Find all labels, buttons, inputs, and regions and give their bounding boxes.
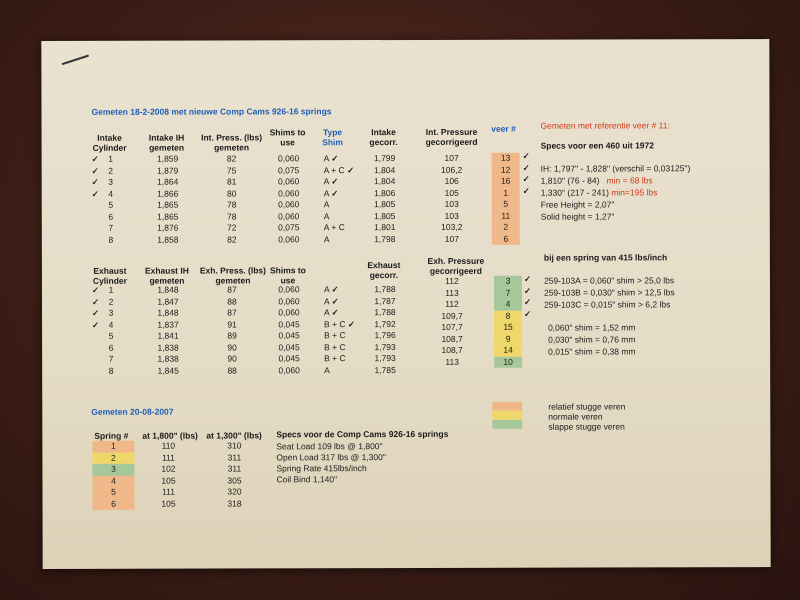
- s3-1800-col: 110 111 102 105 111 105: [161, 440, 176, 509]
- s1-gecorr-col: 1,799 1,804 1,804 1,806 1,805 1,805 1,801 1,798: [373, 153, 396, 244]
- s3-header-spring: Spring #: [94, 430, 129, 441]
- s2-shims-col: 0,060 0,060 0,060 0,045 0,045 0,045 0,045 0,060: [278, 284, 300, 375]
- s1-type-col: A ✓ A + C ✓ A ✓ A ✓ A A A + C A: [323, 153, 355, 244]
- mm-015: 0,015" shim = 0,38 mm: [548, 346, 636, 357]
- spec-line-2: 1,330" (217 - 241) min=195 lbs: [540, 187, 658, 198]
- specs-1972-title: Specs voor een 460 uit 1972: [540, 140, 655, 151]
- ref-title: Gemeten met referentie veer # 11:: [540, 120, 670, 131]
- s1-header-ih: Intake IH gemeten: [148, 132, 185, 153]
- s2-cyl-col: 1 2 3 4 5 6 7 8: [108, 284, 114, 376]
- spec-seat-load: Seat Load 109 lbs @ 1,800": [276, 441, 383, 452]
- s2-header-gecorr: Exhaust gecorr.: [367, 260, 401, 281]
- s1-header-shims: Shims to use: [269, 127, 306, 148]
- pen-mark: [62, 55, 89, 66]
- s1-veer-checks: ✓ ✓ ✓ ✓: [522, 150, 530, 196]
- legend-label-normaal: normale veren: [548, 411, 603, 422]
- s2-ih-col: 1,848 1,847 1,848 1,837 1,841 1,838 1,838 1,845: [157, 284, 179, 376]
- s1-header-pressure: Int. Pressure gecorrigeerd: [425, 126, 478, 147]
- spring-415-title: bij een spring van 415 lbs/inch: [543, 252, 668, 263]
- s2-veer-col: 3 7 4 8 15 9 14 10: [494, 276, 522, 368]
- paper-sheet: [41, 39, 770, 569]
- s1-shims-col: 0,060 0,075 0,060 0,060 0,060 0,060 0,075 0,060: [277, 153, 300, 244]
- s2-veer-checks: ✓ ✓ ✓ ✓: [523, 273, 532, 319]
- legend-swatch-normaal: [492, 411, 522, 420]
- s1-press-col: 82 75 81 80 78 78 72 82: [226, 153, 237, 244]
- s2-gecorr-col: 1,788 1,787 1,788 1,792 1,796 1,793 1,793 1,785: [374, 284, 396, 375]
- section3-title: Gemeten 20-08-2007: [91, 406, 174, 417]
- s1-header-type: Type Shim: [322, 127, 343, 148]
- s1-checks: ✓ ✓ ✓ ✓: [91, 153, 99, 199]
- s3-spring-col: 1 2 3 4 5 6: [92, 441, 134, 510]
- s1-header-cyl: Intake Cylinder: [92, 132, 127, 153]
- mm-060: 0,060" shim = 1,52 mm: [548, 322, 636, 333]
- s2-press-col: 87 88 87 91 89 90 90 88: [227, 284, 237, 375]
- s3-header-1800: at 1,800" (lbs): [142, 430, 198, 441]
- s2-header-cyl: Exhaust Cylinder: [92, 265, 127, 286]
- ih-range: IH: 1,797" - 1,828" (verschil = 0,03125"): [540, 163, 691, 174]
- free-height: Free Height = 2,07": [540, 199, 615, 210]
- comp-cams-specs-title: Specs voor de Comp Cams 926-16 springs: [276, 428, 449, 440]
- s2-checks: ✓ ✓ ✓ ✓: [91, 284, 100, 330]
- spec-spring-rate: Spring Rate 415lbs/inch: [276, 463, 367, 474]
- s1-header-veer: veer #: [491, 123, 516, 134]
- shim-c: 259-103C = 0,015" shim > 6,2 lbs: [543, 299, 671, 310]
- legend-label-slap: slappe stugge veren: [548, 421, 625, 432]
- s1-pressure-col: 107 106,2 106 105 103 103 103,2 107: [440, 152, 463, 244]
- solid-height: Solid height = 1,27": [540, 211, 615, 222]
- shim-a: 259-103A = 0,060" shim > 25,0 lbs: [543, 275, 675, 286]
- s1-header-gecorr: Intake gecorr.: [369, 127, 398, 148]
- spec-open-load: Open Load 317 lbs @ 1,300": [276, 452, 386, 463]
- s1-header-press: Int. Press. (lbs) gemeten: [201, 132, 263, 153]
- s1-ih-col: 1,859 1,879 1,864 1,866 1,865 1,865 1,876 1,858: [156, 153, 179, 245]
- legend-swatch-stug: [492, 402, 522, 411]
- legend-label-stug: relatief stugge veren: [548, 401, 626, 412]
- s3-1300-col: 310 311 311 305 320 318: [227, 440, 242, 508]
- s2-type-col: A ✓ A ✓ A ✓ B + C ✓ B + C B + C B + C A: [323, 284, 356, 375]
- s2-header-shims: Shims to use: [269, 265, 306, 286]
- section1-title: Gemeten 18-2-2008 met nieuwe Comp Cams 926-16 springs: [91, 106, 332, 117]
- s2-pressure-col: 112 113 112 109,7 107,7 108,7 108,7 113: [441, 275, 463, 367]
- shim-b: 259-103B = 0,030" shim > 12,5 lbs: [543, 287, 675, 298]
- s2-header-pressure: Exh. Pressure gecorrigeerd: [427, 255, 485, 276]
- s1-veer-col: 13 12 16 1 5 11 2 6: [492, 153, 520, 245]
- s1-cyl-col: 1 2 3 4 5 6 7 8: [108, 153, 114, 245]
- s3-header-1300: at 1,300" (lbs): [206, 430, 262, 441]
- s2-header-press: Exh. Press. (lbs) gemeten: [199, 265, 266, 286]
- spec-coil-bind: Coil Bind 1,140": [276, 474, 338, 485]
- spec-line-1: 1,810" (76 - 84) min = 68 lbs: [540, 175, 653, 186]
- legend-swatch-slap: [492, 420, 522, 429]
- s2-header-ih: Exhaust IH gemeten: [144, 265, 189, 286]
- mm-030: 0,030" shim = 0,76 mm: [548, 334, 636, 345]
